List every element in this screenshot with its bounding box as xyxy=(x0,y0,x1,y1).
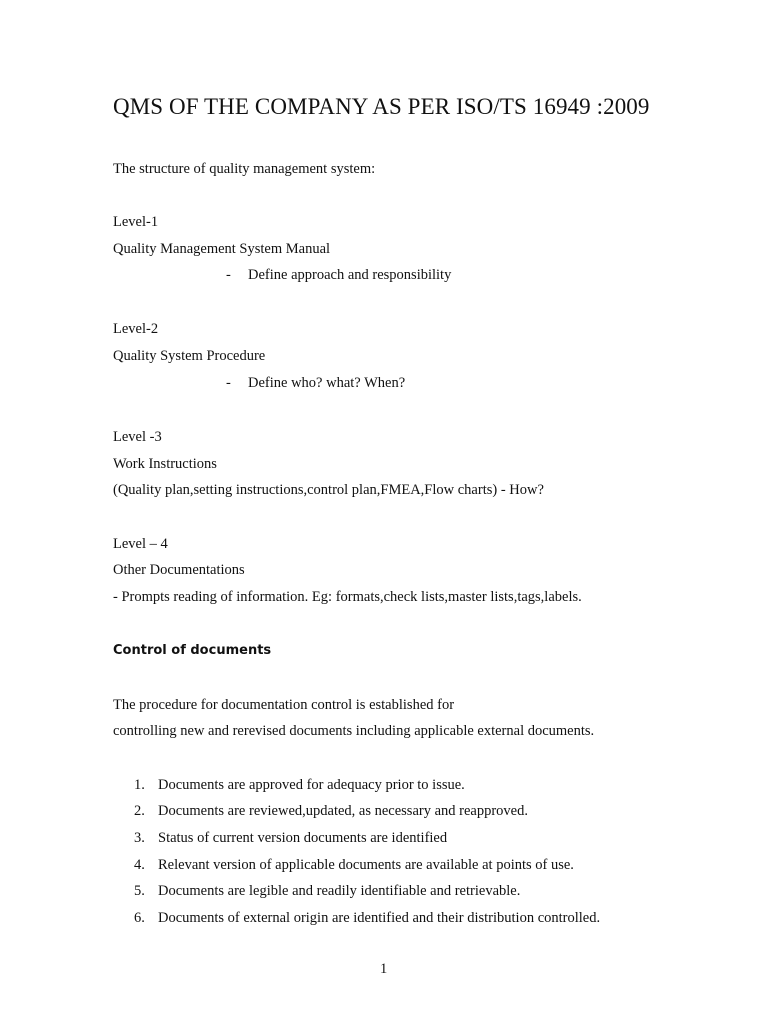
level-1-name: Quality Management System Manual xyxy=(113,241,331,257)
level-4-label: Level – 4 xyxy=(113,536,168,552)
list-number: 4. xyxy=(134,857,145,873)
intro-text: The structure of quality management system: xyxy=(113,161,376,177)
list-item xyxy=(0,829,768,847)
level-1-label: Level-1 xyxy=(113,214,159,230)
level-2-detail-text: Define who? what? When? xyxy=(248,375,406,391)
level-2-label: Level-2 xyxy=(113,321,159,337)
list-item xyxy=(0,856,768,874)
list-number: 5. xyxy=(134,883,145,899)
list-item xyxy=(0,909,768,927)
level-3-detail: (Quality plan,setting instructions,control plan,FMEA,Flow charts) - How? xyxy=(113,482,544,498)
level-1-detail xyxy=(0,266,768,284)
level-2-name: Quality System Procedure xyxy=(113,348,266,364)
section-heading: Control of documents xyxy=(113,643,272,658)
level-4-name: Other Documentations xyxy=(113,562,245,578)
bullet-dash: - xyxy=(226,267,231,283)
level-3-label: Level -3 xyxy=(113,429,162,445)
list-text: Status of current version documents are identified xyxy=(158,830,448,846)
list-text: Documents of external origin are identified and their distribution controlled. xyxy=(158,910,601,926)
procedure-line-2: controlling new and rerevised documents including applicable external documents. xyxy=(113,723,595,739)
list-number: 2. xyxy=(134,803,145,819)
list-text: Relevant version of applicable documents are available at points of use. xyxy=(158,857,574,873)
level-2-detail xyxy=(0,374,768,392)
level-1-detail-text: Define approach and responsibility xyxy=(248,267,452,283)
list-item xyxy=(0,882,768,900)
list-item xyxy=(0,802,768,820)
level-4-detail: - Prompts reading of information. Eg: formats,check lists,master lists,tags,labels. xyxy=(113,589,582,605)
list-number: 6. xyxy=(134,910,145,926)
page-title: QMS OF THE COMPANY AS PER ISO/TS 16949 :2009 xyxy=(113,94,650,119)
procedure-line-1: The procedure for documentation control is established for xyxy=(113,697,455,713)
list-text: Documents are reviewed,updated, as necessary and reapproved. xyxy=(158,803,528,819)
list-text: Documents are legible and readily identifiable and retrievable. xyxy=(158,883,521,899)
list-item xyxy=(0,776,768,794)
list-number: 1. xyxy=(134,777,145,793)
level-3-name: Work Instructions xyxy=(113,456,217,472)
page-number: 1 xyxy=(380,961,388,977)
list-text: Documents are approved for adequacy prior to issue. xyxy=(158,777,465,793)
bullet-dash: - xyxy=(226,375,231,391)
list-number: 3. xyxy=(134,830,145,846)
